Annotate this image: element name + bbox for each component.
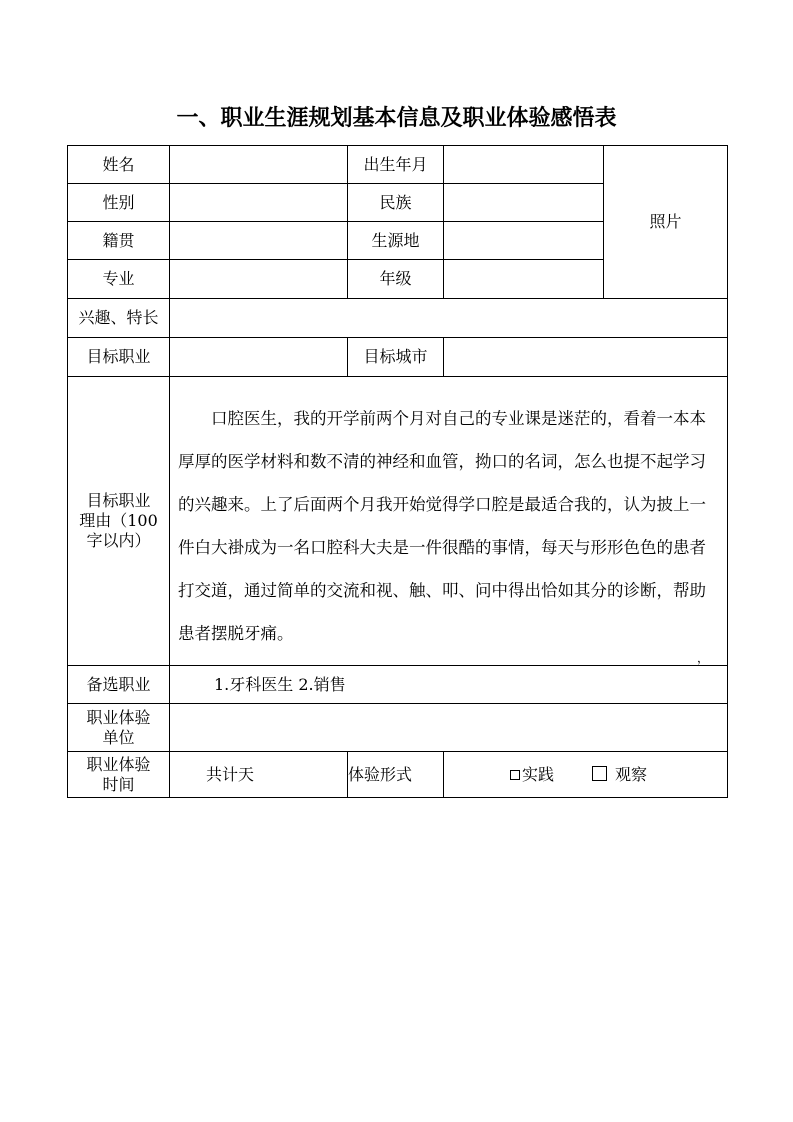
form-label: 体验形式 — [348, 752, 444, 798]
major-field[interactable] — [170, 260, 348, 299]
gender-label: 性别 — [68, 184, 170, 222]
target-city-field[interactable] — [444, 338, 728, 377]
days-field[interactable]: 共计天 — [170, 752, 348, 798]
name-label: 姓名 — [68, 146, 170, 184]
target-job-label: 目标职业 — [68, 338, 170, 377]
form-options — [444, 752, 728, 798]
reason-text: 口腔医生，我的开学前两个月对自己的专业课是迷茫的，看着一本本厚厚的医学材料和数不清的神经和血管，拗口的名词，怎么也提不起学习的兴趣来。上了后面两个月我开始觉得学口腔是最适合我的，认为披上一件白大褂成为一名口腔科大夫是一件很酷的事情，每天与形形色色的患者打交道，通过简单的交流和视、触、叩、问中得出恰如其分的诊断，帮助患者摆脱牙痛。 — [178, 409, 706, 643]
reason-label — [68, 377, 170, 666]
major-label: 专业 — [68, 260, 170, 299]
time-label-line: 职业体验 — [86, 754, 151, 774]
photo-cell[interactable]: 照片 — [604, 146, 728, 299]
reason-label-line: 字以内） — [86, 531, 151, 550]
target-job-field[interactable] — [170, 338, 348, 377]
grade-field[interactable] — [444, 260, 604, 299]
time-label — [68, 752, 170, 798]
birth-label: 出生年月 — [348, 146, 444, 184]
ethnicity-label: 民族 — [348, 184, 444, 222]
origin-label: 籍贯 — [68, 222, 170, 260]
origin-field[interactable] — [170, 222, 348, 260]
info-table — [67, 145, 728, 798]
gender-field[interactable] — [170, 184, 348, 222]
hobbies-field[interactable] — [170, 299, 728, 338]
trailing-comma: ， — [696, 651, 709, 665]
page-title: 一、职业生涯规划基本信息及职业体验感悟表 — [176, 106, 617, 131]
alt-job-label: 备选职业 — [68, 666, 170, 704]
hobbies-label: 兴趣、特长 — [68, 299, 170, 338]
practice-label: 实践 — [522, 764, 555, 784]
alt-job-field[interactable]: 1.牙科医生 2.销售 — [170, 666, 728, 704]
unit-label-line: 单位 — [102, 727, 135, 747]
observe-label: 观察 — [615, 764, 648, 784]
reason-field[interactable] — [170, 377, 728, 666]
ethnicity-field[interactable] — [444, 184, 604, 222]
practice-checkbox[interactable] — [510, 770, 520, 780]
name-field[interactable] — [170, 146, 348, 184]
unit-label-line: 职业体验 — [86, 707, 151, 727]
source-label: 生源地 — [348, 222, 444, 260]
source-field[interactable] — [444, 222, 604, 260]
unit-label — [68, 704, 170, 752]
reason-label-line: 目标职业 — [86, 491, 151, 510]
birth-field[interactable] — [444, 146, 604, 184]
observe-checkbox[interactable] — [592, 766, 607, 781]
reason-label-line: 理由（100 — [79, 511, 158, 530]
unit-field[interactable] — [170, 704, 728, 752]
grade-label: 年级 — [348, 260, 444, 299]
time-label-line: 时间 — [102, 774, 135, 794]
target-city-label: 目标城市 — [348, 338, 444, 377]
